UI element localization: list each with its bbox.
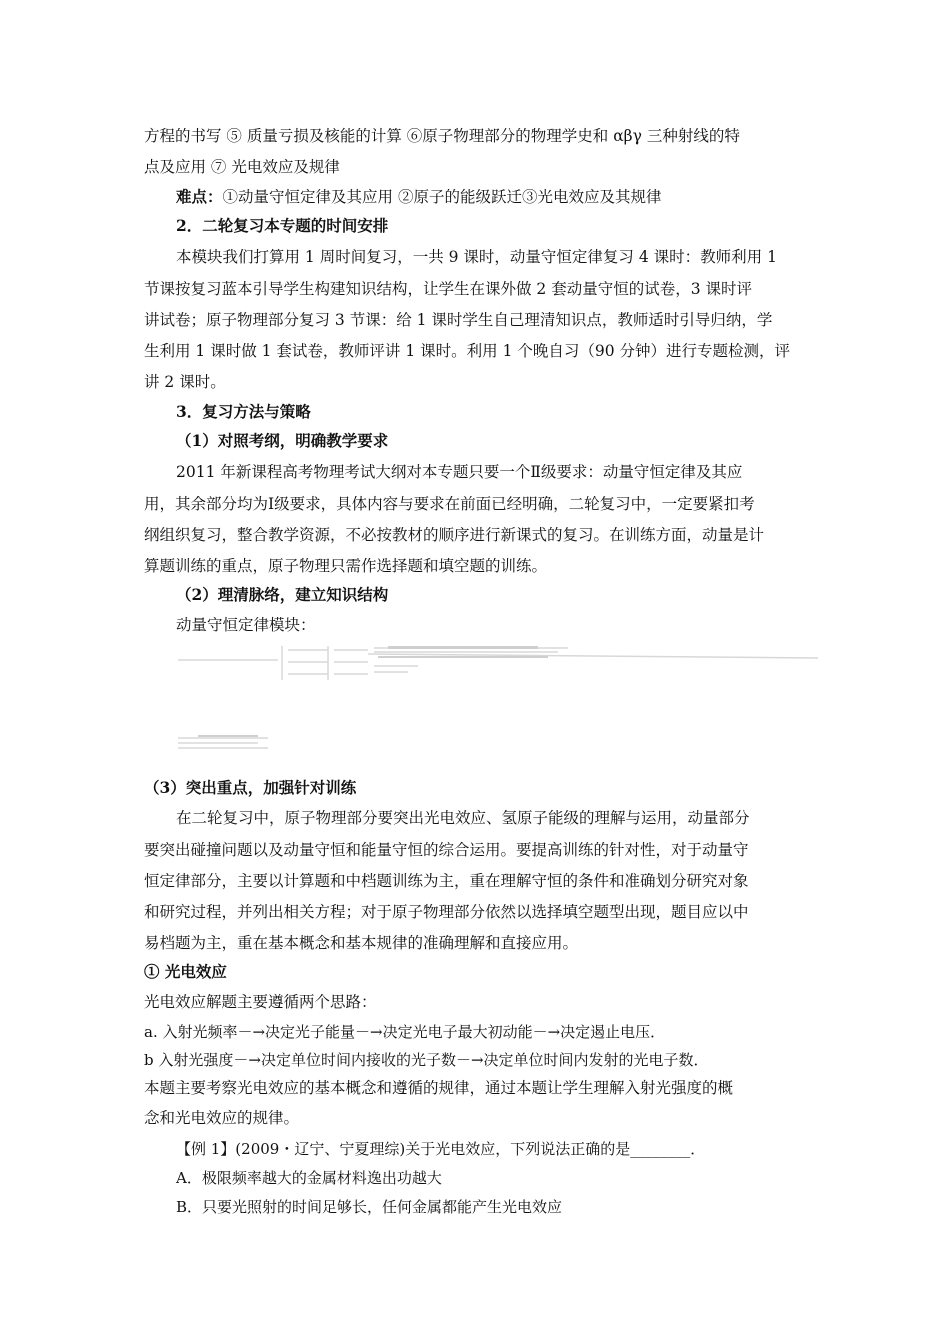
paragraph-line: 本模块我们打算用 1 周时间复习，一共 9 课时，动量守恒定律复习 4 课时：教师利用 1 [176,248,777,266]
paragraph-line: a. 入射光频率－→决定光子能量－→决定光电子最大初动能－→决定遏止电压． [144,1023,666,1041]
topic-heading-photoelectric: ① 光电效应 [144,962,227,981]
paragraph-line: 方程的书写 ⑤ 质量亏损及核能的计算 ⑥原子物理部分的物理学史和 αβγ 三种射线的特 [144,127,740,145]
paragraph-line: 念和光电效应的规律。 [144,1109,300,1127]
difficulty-text: ①动量守恒定律及其应用 ②原子的能级跃迁③光电效应及其规律 [222,188,662,206]
paragraph-line: 纲组织复习，整合教学资源，不必按教材的顺序进行新课式的复习。在训练方面，动量是计 [144,526,765,544]
paragraph-line: 和研究过程，并列出相关方程；对于原子物理部分依然以选择填空题型出现，题目应以中 [144,903,749,921]
difficulty-line [176,187,836,207]
option-b: B．只要光照射的时间足够长，任何金属都能产生光电效应 [176,1198,563,1216]
paragraph-line: 光电效应解题主要遵循两个思路： [144,993,377,1011]
difficulty-label: 难点： [176,187,223,206]
paragraph-line: 点及应用 ⑦ 光电效应及规律 [144,158,340,176]
paragraph-line: 本题主要考察光电效应的基本概念和遵循的规律，通过本题让学生理解入射光强度的概 [144,1079,734,1097]
paragraph-line: 算题训练的重点，原子物理只需作选择题和填空题的训练。 [144,557,548,575]
paragraph-line: 生利用 1 课时做 1 套试卷，教师评讲 1 课时。利用 1 个晚自习（90 分钟）进行专题检测，评 [144,342,791,360]
section-heading-2: 2．二轮复习本专题的时间安排 [176,216,389,235]
paragraph-line: 讲 2 课时。 [144,373,226,391]
subsection-heading-3: （3）突出重点，加强针对训练 [144,778,357,797]
paragraph-line: b 入射光强度－→决定单位时间内接收的光子数－→决定单位时间内发射的光电子数． [144,1051,709,1069]
paragraph-line: 在二轮复习中，原子物理部分要突出光电效应、氢原子能级的理解与运用，动量部分 [176,809,750,827]
paragraph-line: 讲试卷；原子物理部分复习 3 节课：给 1 课时学生自己理清知识点，教师适时引导归纳，学 [144,311,773,329]
subsection-heading-2: （2）理清脉络，建立知识结构 [176,585,389,604]
example-question: 【例 1】(2009・辽宁、宁夏理综)关于光电效应，下列说法正确的是________． [176,1140,706,1158]
option-a: A．极限频率越大的金属材料逸出功越大 [176,1169,442,1187]
paragraph-line: 恒定律部分，主要以计算题和中档题训练为主，重在理解守恒的条件和准确划分研究对象 [144,872,749,890]
paragraph-line: 动量守恒定律模块： [176,616,316,634]
section-heading-3: 3．复习方法与策略 [176,402,311,421]
paragraph-line: 易档题为主，重在基本概念和基本规律的准确理解和直接应用。 [144,934,579,952]
knowledge-structure-diagram [178,640,818,770]
subsection-heading-1: （1）对照考纲，明确教学要求 [176,431,389,450]
paragraph-line: 节课按复习蓝本引导学生构建知识结构，让学生在课外做 2 套动量守恒的试卷，3 课时评 [144,280,753,298]
paragraph-line: 用，其余部分均为Ⅰ级要求，具体内容与要求在前面已经明确，二轮复习中，一定要紧扣考 [144,495,755,513]
paragraph-line: 2011 年新课程高考物理考试大纲对本专题只要一个Ⅱ级要求：动量守恒定律及其应 [176,463,743,481]
paragraph-line: 要突出碰撞问题以及动量守恒和能量守恒的综合运用。要提高训练的针对性，对于动量守 [144,841,749,859]
